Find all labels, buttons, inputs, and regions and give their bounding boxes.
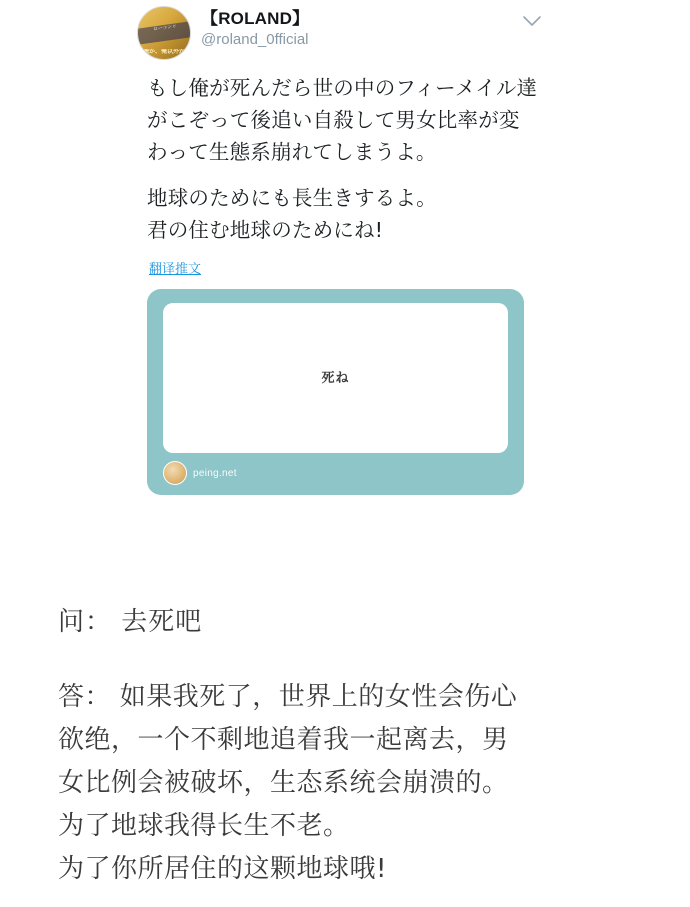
embed-question-text: 死ね bbox=[321, 371, 350, 386]
questioner-avatar bbox=[163, 461, 187, 485]
tweet-paragraph-2 bbox=[147, 182, 538, 246]
tweet-paragraph-1: もし俺が死んだら世の中のフィーメイル達がこぞって後追い自殺して男女比率が変わって生態系崩れてしまうよ。 bbox=[147, 76, 538, 164]
tweet-text bbox=[137, 62, 552, 246]
tweet-card bbox=[137, 0, 552, 495]
translation-answer-line-3: 女比例会被破坏，生态系统会崩溃的。 bbox=[58, 768, 509, 798]
translation-block bbox=[0, 600, 690, 891]
chevron-down-icon[interactable] bbox=[522, 14, 542, 28]
account-handle[interactable]: @roland_0fficial bbox=[201, 31, 309, 48]
translation-answer-line-5: 为了你所居住的这颗地球哦! bbox=[58, 854, 387, 884]
avatar[interactable] bbox=[137, 6, 191, 60]
embed-white-panel bbox=[163, 303, 508, 453]
tweet-header bbox=[137, 0, 552, 62]
account-name-block bbox=[201, 6, 309, 50]
avatar-text-bottom: 俺か、俺以外か bbox=[142, 49, 185, 55]
avatar-text-top: ローランド bbox=[152, 23, 177, 33]
translation-answer-line-4: 为了地球我得长生不老。 bbox=[58, 811, 350, 841]
embed-footer bbox=[163, 461, 237, 485]
embedded-image-card[interactable] bbox=[147, 289, 524, 495]
embed-site-label: peing.net bbox=[193, 467, 237, 479]
translation-answer-line-2: 欲绝，一个不剩地追着我一起离去，男 bbox=[58, 725, 509, 755]
tweet-paragraph-2-line-2: 君の住む地球のためにね! bbox=[147, 218, 384, 242]
tweet-paragraph-2-line-1: 地球のためにも長生きするよ。 bbox=[147, 186, 437, 210]
translation-question: 问： 去死吧 bbox=[58, 607, 203, 637]
translate-tweet-link[interactable]: 翻译推文 bbox=[149, 261, 202, 276]
translation-answer bbox=[58, 676, 666, 891]
display-name[interactable]: 【ROLAND】 bbox=[201, 9, 310, 28]
translation-answer-line-1: 答： 如果我死了，世界上的女性会伤心 bbox=[58, 682, 518, 712]
